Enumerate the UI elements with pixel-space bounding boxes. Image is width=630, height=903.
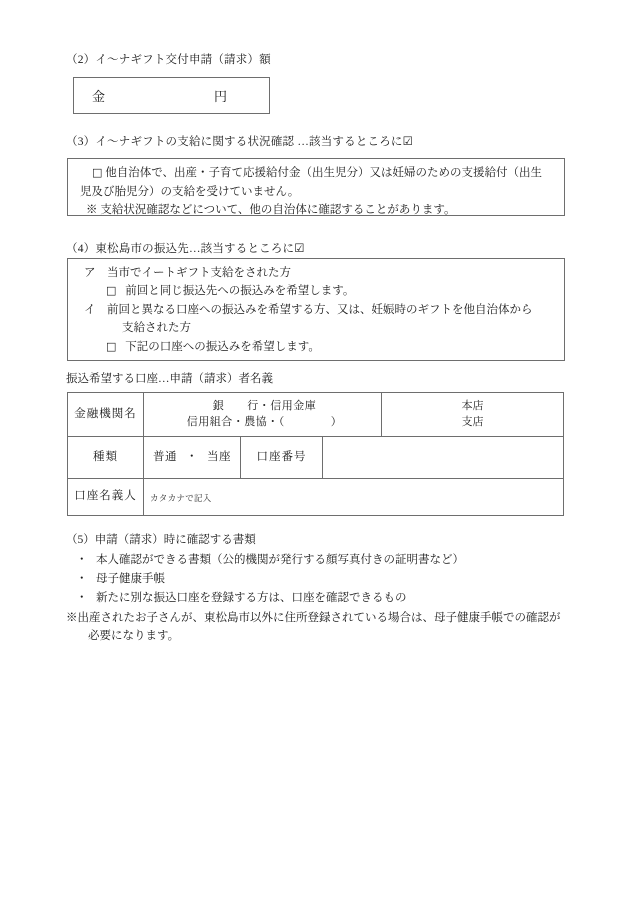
transfer-option-b-choice <box>78 338 556 356</box>
transfer-option-a-choice <box>78 282 556 300</box>
financial-institution-label: 金融機関名 <box>68 393 144 437</box>
amount-row <box>74 78 269 113</box>
table-row <box>68 393 564 437</box>
required-document-text: 新たに別な振込口座を登録する方は、口座を確認できるもの <box>96 592 407 605</box>
status-confirmation-box <box>67 158 565 216</box>
katakana-hint-text: カタカナで記入 <box>150 492 212 503</box>
required-documents-note-line-1: ※出産されたお子さんが、東松島市以外に住所登録されている場合は、母子健康手帳での確認が <box>66 611 561 624</box>
status-statement-line-1 <box>80 164 556 183</box>
branch-office-label: 支店 <box>461 415 484 428</box>
bank-type-cell[interactable] <box>144 393 382 437</box>
transfer-option-a-label: ア 当市でイートギフト支給をされた方 <box>84 267 291 279</box>
status-note-line: ※ 支給状況確認などについて、他の自治体に確認することがあります。 <box>86 204 456 217</box>
transfer-option-b-label: イ 前回と異なる口座への振込みを希望する方、又は、妊娠時のギフトを他自治体から <box>84 303 533 316</box>
amount-currency-prefix: 金 <box>92 89 106 104</box>
checked-checkbox-icon: ☑ <box>294 241 305 255</box>
bank-account-table <box>67 392 564 516</box>
table-row <box>68 479 564 516</box>
section-3-heading <box>66 133 413 152</box>
list-item <box>66 551 606 570</box>
account-type-options-cell[interactable] <box>144 437 241 479</box>
status-statement-line-2: 児及び胎児分）の支給を受けていません。 <box>80 185 300 198</box>
table-row <box>68 437 564 479</box>
bullet-icon: ・ <box>76 573 88 586</box>
list-item <box>66 570 606 589</box>
unchecked-checkbox-icon[interactable]: □ <box>106 339 117 353</box>
amount-currency-suffix: 円 <box>214 89 228 104</box>
required-document-text: 本人確認ができる書類（公的機関が発行する顔写真付きの証明書など） <box>96 553 464 566</box>
status-statement-text-1: 他自治体で、出産・子育て応援給付金（出生児分）又は妊婦のための支援給付（出生 <box>105 167 543 179</box>
required-document-text: 母子健康手帳 <box>96 573 165 586</box>
section-2-heading: （2）イ〜ナギフト交付申請（請求）額 <box>66 54 271 66</box>
account-type-label: 種類 <box>68 437 144 479</box>
account-number-digit-cells[interactable] <box>323 437 564 479</box>
account-table-caption: 振込希望する口座…申請（請求）者名義 <box>66 373 273 385</box>
account-number-label: 口座番号 <box>241 437 323 479</box>
section-4-heading <box>66 240 305 259</box>
branch-head-office-label: 本店 <box>461 399 484 412</box>
transfer-option-b-choice-text: 下記の口座への振込みを希望します。 <box>125 340 320 353</box>
checked-checkbox-icon: ☑ <box>402 134 413 148</box>
account-type-separator: ・ <box>186 450 198 463</box>
required-documents-note-line-2: 必要になります。 <box>88 630 180 643</box>
required-documents-block <box>66 532 606 646</box>
unchecked-checkbox-icon[interactable]: □ <box>106 284 117 298</box>
section-3-heading-text: （3）イ〜ナギフトの支給に関する状況確認 …該当するところに <box>66 136 403 148</box>
branch-name-cell[interactable] <box>382 393 564 437</box>
amount-input-box[interactable] <box>73 77 270 114</box>
account-type-ordinary[interactable]: 普通 <box>153 450 177 463</box>
list-item <box>66 589 606 608</box>
transfer-option-b-label-continued: 支給された方 <box>122 322 191 335</box>
account-type-current[interactable]: 当座 <box>207 450 231 463</box>
section-5-heading: （5）申請（請求）時に確認する書類 <box>66 534 256 546</box>
transfer-destination-box <box>67 258 565 361</box>
section-4-heading-text: （4）東松島市の振込先…該当するところに <box>66 243 295 255</box>
bank-type-options <box>144 399 381 430</box>
bullet-icon: ・ <box>76 553 88 566</box>
account-holder-label: 口座名義人 <box>68 479 144 516</box>
account-holder-input-cell[interactable] <box>144 479 564 516</box>
account-type-options <box>153 451 231 463</box>
bullet-icon: ・ <box>76 592 88 605</box>
bank-type-line-1: 銀 行・信用金庫 <box>212 399 317 412</box>
unchecked-checkbox-icon[interactable]: □ <box>92 166 103 179</box>
transfer-option-a-choice-text: 前回と同じ振込先への振込みを希望します。 <box>125 285 355 298</box>
bank-type-line-2: 信用組合・農協・（ ） <box>186 415 343 428</box>
